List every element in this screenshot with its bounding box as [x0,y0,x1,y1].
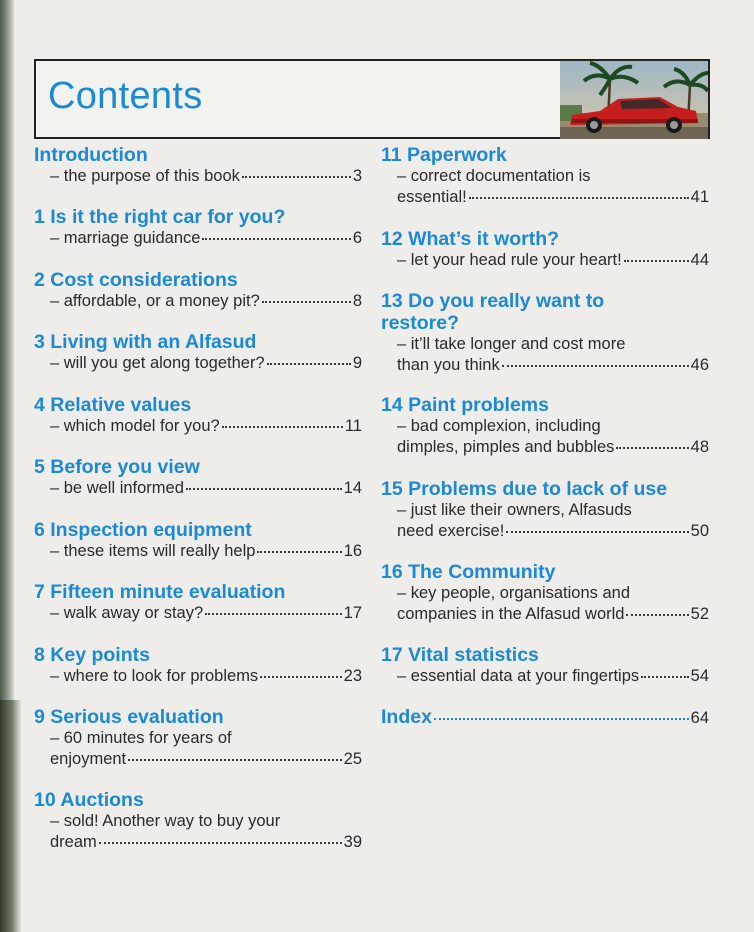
toc-entry-subtitle: need exercise! [397,522,505,540]
page-title: Contents [48,75,203,117]
page-number: 54 [690,667,709,685]
toc-entry-line [34,749,362,770]
toc-entry-line [34,832,362,853]
page-number: 16 [343,542,362,560]
toc-entry-17[interactable] [381,644,709,687]
toc-entry-subtitle: dream [50,833,97,851]
page-number: 17 [343,604,362,622]
toc-entry-subtitle: essential! [397,188,467,206]
toc-entry-subtitle: – bad complexion, including [397,417,601,435]
toc-entry-subtitle: – walk away or stay? [50,604,204,622]
toc-entry-subtitle: dimples, pimples and bubbles [397,438,615,456]
toc-entry-introduction[interactable] [34,144,362,187]
toc-entry-index[interactable] [381,706,709,729]
page-number: 25 [343,750,362,768]
toc-entry-line [381,187,709,208]
page-number: 6 [352,229,362,247]
page-number: 23 [343,667,362,685]
page-number: 39 [343,833,362,851]
toc-entry-10[interactable] [34,789,362,853]
toc-entry-subtitle: – where to look for problems [50,667,259,685]
toc-entry-line [34,166,362,187]
toc-entry-subtitle: – it’ll take longer and cost more [397,335,626,353]
page-number: 14 [343,479,362,497]
toc-entry-title: 15 Problems due to lack of use [381,478,668,500]
dot-leader [641,676,688,678]
toc-entry-4[interactable] [34,394,362,437]
page-number: 41 [690,188,709,206]
toc-entry-subtitle: enjoyment [50,750,127,768]
dot-leader [242,176,351,178]
toc-entry-subtitle: – affordable, or a money pit? [50,292,260,310]
toc-entry-subtitle: – will you get along together? [50,354,265,372]
toc-entry-line [34,666,362,687]
page-number: 64 [690,709,709,727]
toc-entry-line [34,291,362,312]
toc-entry-title: 10 Auctions [34,789,144,811]
toc-entry-title: 1 Is it the right car for you? [34,206,286,228]
toc-entry-subtitle: – 60 minutes for years of [50,729,232,747]
toc-entry-subtitle: – let your head rule your heart! [397,251,622,269]
toc-entry-11[interactable] [381,144,709,208]
toc-entry-2[interactable] [34,269,362,312]
toc-entry-16[interactable] [381,561,709,625]
toc-entry-title: 17 Vital statistics [381,644,539,666]
toc-entry-subtitle: – the purpose of this book [50,167,240,185]
toc-entry-line [34,478,362,499]
index-label: Index [381,706,432,728]
dot-leader [186,488,342,490]
toc-entry-line [34,416,362,437]
toc-entry-9[interactable] [34,706,362,770]
dot-leader [434,718,689,720]
toc-entry-title: 6 Inspection equipment [34,519,252,541]
dot-leader [469,197,689,199]
dot-leader [222,426,343,428]
dot-leader [616,447,688,449]
page-number: 3 [352,167,362,185]
toc-entry-line [34,603,362,624]
toc-entry-line [381,521,709,542]
toc-entry-line [381,250,709,271]
toc-entry-title: 2 Cost considerations [34,269,238,291]
toc-entry-line [34,541,362,562]
page-number: 11 [344,417,362,435]
toc-entry-subtitle: – which model for you? [50,417,220,435]
toc-entry-subtitle: – just like their owners, Alfasuds [397,501,632,519]
toc-entry-5[interactable] [34,456,362,499]
toc-entry-title: 13 Do you really want to restore? [381,290,605,334]
page-number: 50 [690,522,709,540]
dot-leader [257,551,341,553]
toc-entry-subtitle: – marriage guidance [50,229,201,247]
page-edge-shadow [0,700,22,932]
toc-entry-title: 11 Paperwork [381,144,507,166]
toc-entry-title: 4 Relative values [34,394,192,416]
car-photo [560,61,708,139]
toc-entry-1[interactable] [34,206,362,249]
toc-entry-subtitle: than you think [397,356,500,374]
dot-leader [128,759,342,761]
page-number: 52 [690,605,709,623]
toc-entry-title: 8 Key points [34,644,150,666]
toc-entry-line [381,355,709,376]
toc-entry-subtitle: – key people, organisations and [397,584,630,602]
toc-entry-13[interactable] [381,290,709,376]
toc-entry-line [381,666,709,687]
toc-entry-line [381,604,709,625]
toc-entry-6[interactable] [34,519,362,562]
toc-entry-subtitle: companies in the Alfasud world [397,605,625,623]
toc-entry-title: 3 Living with an Alfasud [34,331,257,353]
toc-entry-3[interactable] [34,331,362,374]
toc-entry-subtitle: – be well informed [50,479,184,497]
toc-entry-title: 7 Fifteen minute evaluation [34,581,286,603]
toc-entry-14[interactable] [381,394,709,458]
page-number: 9 [352,354,362,372]
dot-leader [205,613,341,615]
dot-leader [626,614,688,616]
dot-leader [502,365,689,367]
page-number: 46 [690,356,709,374]
toc-entry-title: Introduction [34,144,148,166]
toc-entry-title: 5 Before you view [34,456,200,478]
toc-entry-line [34,228,362,249]
toc-entry-7[interactable] [34,581,362,624]
dot-leader [260,676,341,678]
toc-entry-15[interactable] [381,478,709,542]
dot-leader [202,238,350,240]
toc-entry-line [34,353,362,374]
dot-leader [262,301,351,303]
dot-leader [267,363,351,365]
dot-leader [506,531,688,533]
toc-entry-subtitle: – these items will really help [50,542,256,560]
toc-entry-title: 14 Paint problems [381,394,549,416]
toc-entry-title: 16 The Community [381,561,556,583]
toc-entry-subtitle: – correct documentation is [397,167,591,185]
page-number: 48 [690,438,709,456]
toc-entry-subtitle: – sold! Another way to buy your [50,812,281,830]
dot-leader [624,260,689,262]
toc-entry-line [381,437,709,458]
dot-leader [99,842,342,844]
toc-entry-12[interactable] [381,228,709,271]
page-number: 44 [690,251,709,269]
toc-entry-title: 12 What’s it worth? [381,228,560,250]
toc-entry-8[interactable] [34,644,362,687]
toc-entry-title: 9 Serious evaluation [34,706,224,728]
toc-entry-subtitle: – essential data at your fingertips [397,667,640,685]
page-number: 8 [352,292,362,310]
contents-header [34,59,710,139]
